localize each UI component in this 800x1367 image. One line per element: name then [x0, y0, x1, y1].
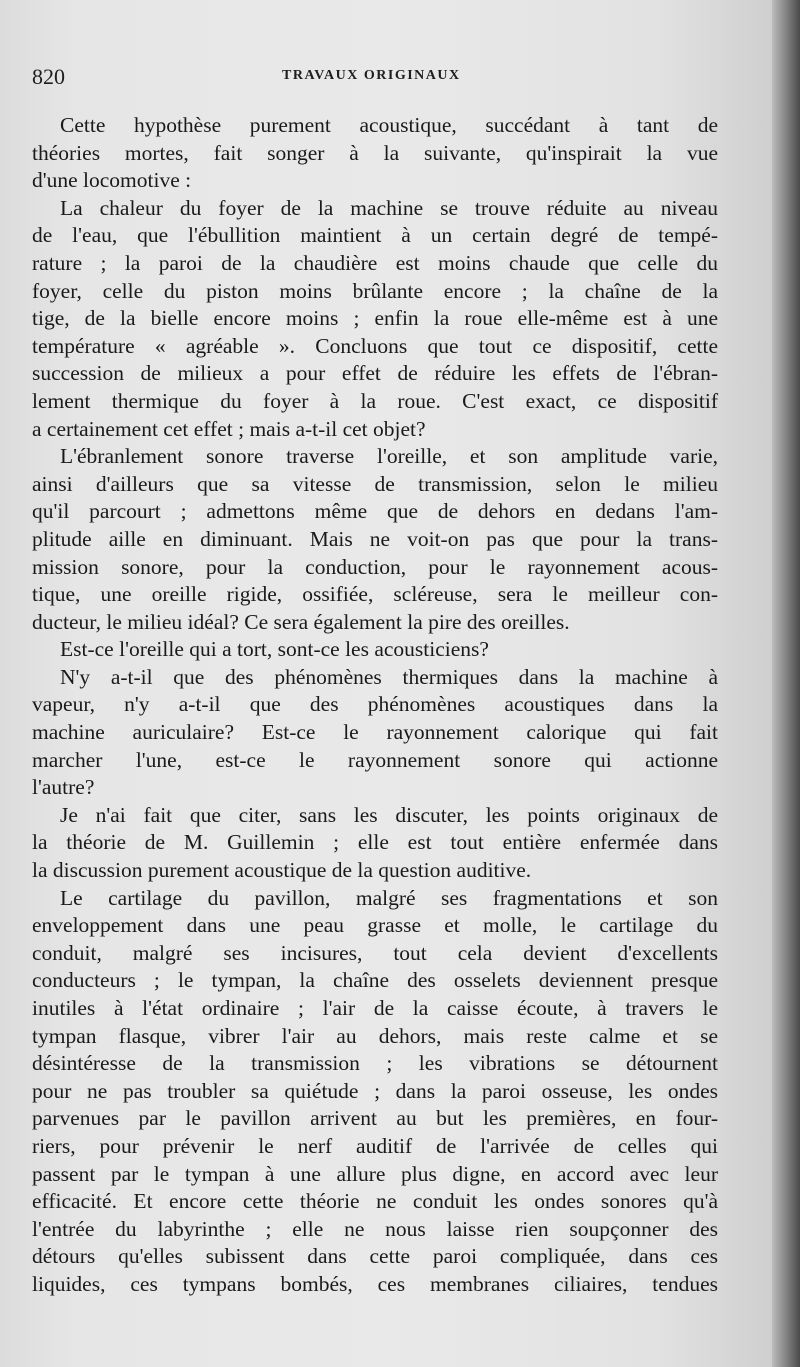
text-line: parvenues par le pavillon arrivent au but les premières, en four-: [32, 1106, 718, 1131]
page-edge-shadow: [772, 0, 800, 1367]
text-line: ducteur, le milieu idéal? Ce sera également la pire des oreilles.: [32, 609, 570, 634]
text-line: Est-ce l'oreille qui a tort, sont-ce les acousticiens?: [60, 637, 489, 662]
text-line: rature ; la paroi de la chaudière est moins chaude que celle du: [32, 250, 718, 275]
text-line: détours qu'elles subissent dans cette paroi compliquée, dans ces: [32, 1244, 718, 1269]
text-line: Le cartilage du pavillon, malgré ses fragmentations et son: [60, 885, 718, 910]
text-line: conducteurs ; le tympan, la chaîne des osselets deviennent presque: [32, 968, 718, 993]
text-line: Cette hypothèse purement acoustique, succédant à tant de: [60, 113, 718, 137]
text-line: riers, pour prévenir le nerf auditif de l'arrivée de celles qui: [32, 1133, 718, 1158]
text-line: désintéresse de la transmission ; les vibrations se détournent: [32, 1051, 718, 1076]
text-line: a certainement cet effet ; mais a-t-il cet objet?: [32, 416, 426, 441]
text-line: liquides, ces tympans bombés, ces membranes ciliaires, tendues: [32, 1271, 718, 1296]
text-line: tige, de la bielle encore moins ; enfin la roue elle-même est à une: [32, 306, 718, 331]
text-line: passent par le tympan à une allure plus digne, en accord avec leur: [32, 1161, 718, 1186]
text-line: théories mortes, fait songer à la suivante, qu'inspirait la vue: [32, 140, 718, 165]
text-line: la théorie de M. Guillemin ; elle est tout entière enfermée dans: [32, 830, 718, 855]
text-line: la discussion purement acoustique de la question auditive.: [32, 858, 532, 883]
text-line: l'autre?: [32, 775, 95, 800]
text-line: conduit, malgré ses incisures, tout cela devient d'excellents: [32, 940, 718, 965]
page-number: 820: [32, 64, 65, 89]
text-line: efficacité. Et encore cette théorie ne conduit les ondes sonores qu'à: [32, 1189, 718, 1214]
text-line: machine auriculaire? Est-ce le rayonnement calorique qui fait: [32, 720, 718, 745]
text-line: pour ne pas troubler sa quiétude ; dans la paroi osseuse, les ondes: [32, 1078, 718, 1103]
text-line: ainsi d'ailleurs que sa vitesse de transmission, selon le milieu: [32, 471, 718, 496]
text-line: N'y a-t-il que des phénomènes thermiques dans la machine à: [60, 664, 718, 689]
text-line: marcher l'une, est-ce le rayonnement sonore qui actionne: [32, 747, 718, 772]
text-line: mission sonore, pour la conduction, pour le rayonnement acous-: [32, 554, 718, 579]
text-line: La chaleur du foyer de la machine se trouve réduite au niveau: [60, 195, 718, 220]
text-line: l'entrée du labyrinthe ; elle ne nous laisse rien soupçonner des: [32, 1216, 718, 1241]
text-line: succession de milieux a pour effet de réduire les effets de l'ébran-: [32, 361, 718, 386]
text-line: qu'il parcourt ; admettons même que de dehors en dedans l'am-: [32, 499, 718, 524]
body-text: [32, 112, 718, 1299]
text-line: L'ébranlement sonore traverse l'oreille, et son amplitude varie,: [60, 444, 718, 469]
text-line: tique, une oreille rigide, ossifiée, scléreuse, sera le meilleur con-: [32, 582, 718, 607]
text-line: inutiles à l'état ordinaire ; l'air de la caisse écoute, à travers le: [32, 996, 718, 1020]
text-line: vapeur, n'y a-t-il que des phénomènes acoustiques dans la: [32, 692, 718, 717]
running-title: TRAVAUX ORIGINAUX: [282, 68, 461, 83]
text-line: plitude aille en diminuant. Mais ne voit-on pas que pour la trans-: [32, 526, 718, 551]
text-line: foyer, celle du piston moins brûlante encore ; la chaîne de la: [32, 278, 718, 303]
text-line: Je n'ai fait que citer, sans les discuter, les points originaux de: [60, 802, 718, 827]
text-line: enveloppement dans une peau grasse et molle, le cartilage du: [32, 913, 718, 938]
text-line: d'une locomotive :: [32, 168, 192, 193]
text-line: lement thermique du foyer à la roue. C'est exact, ce dispositif: [32, 388, 718, 413]
page-header: [32, 64, 722, 92]
text-line: tympan flasque, vibrer l'air au dehors, mais reste calme et se: [32, 1023, 718, 1048]
text-line: de l'eau, que l'ébullition maintient à un certain degré de tempé-: [32, 223, 718, 248]
text-line: température « agréable ». Concluons que tout ce dispositif, cette: [32, 333, 718, 358]
